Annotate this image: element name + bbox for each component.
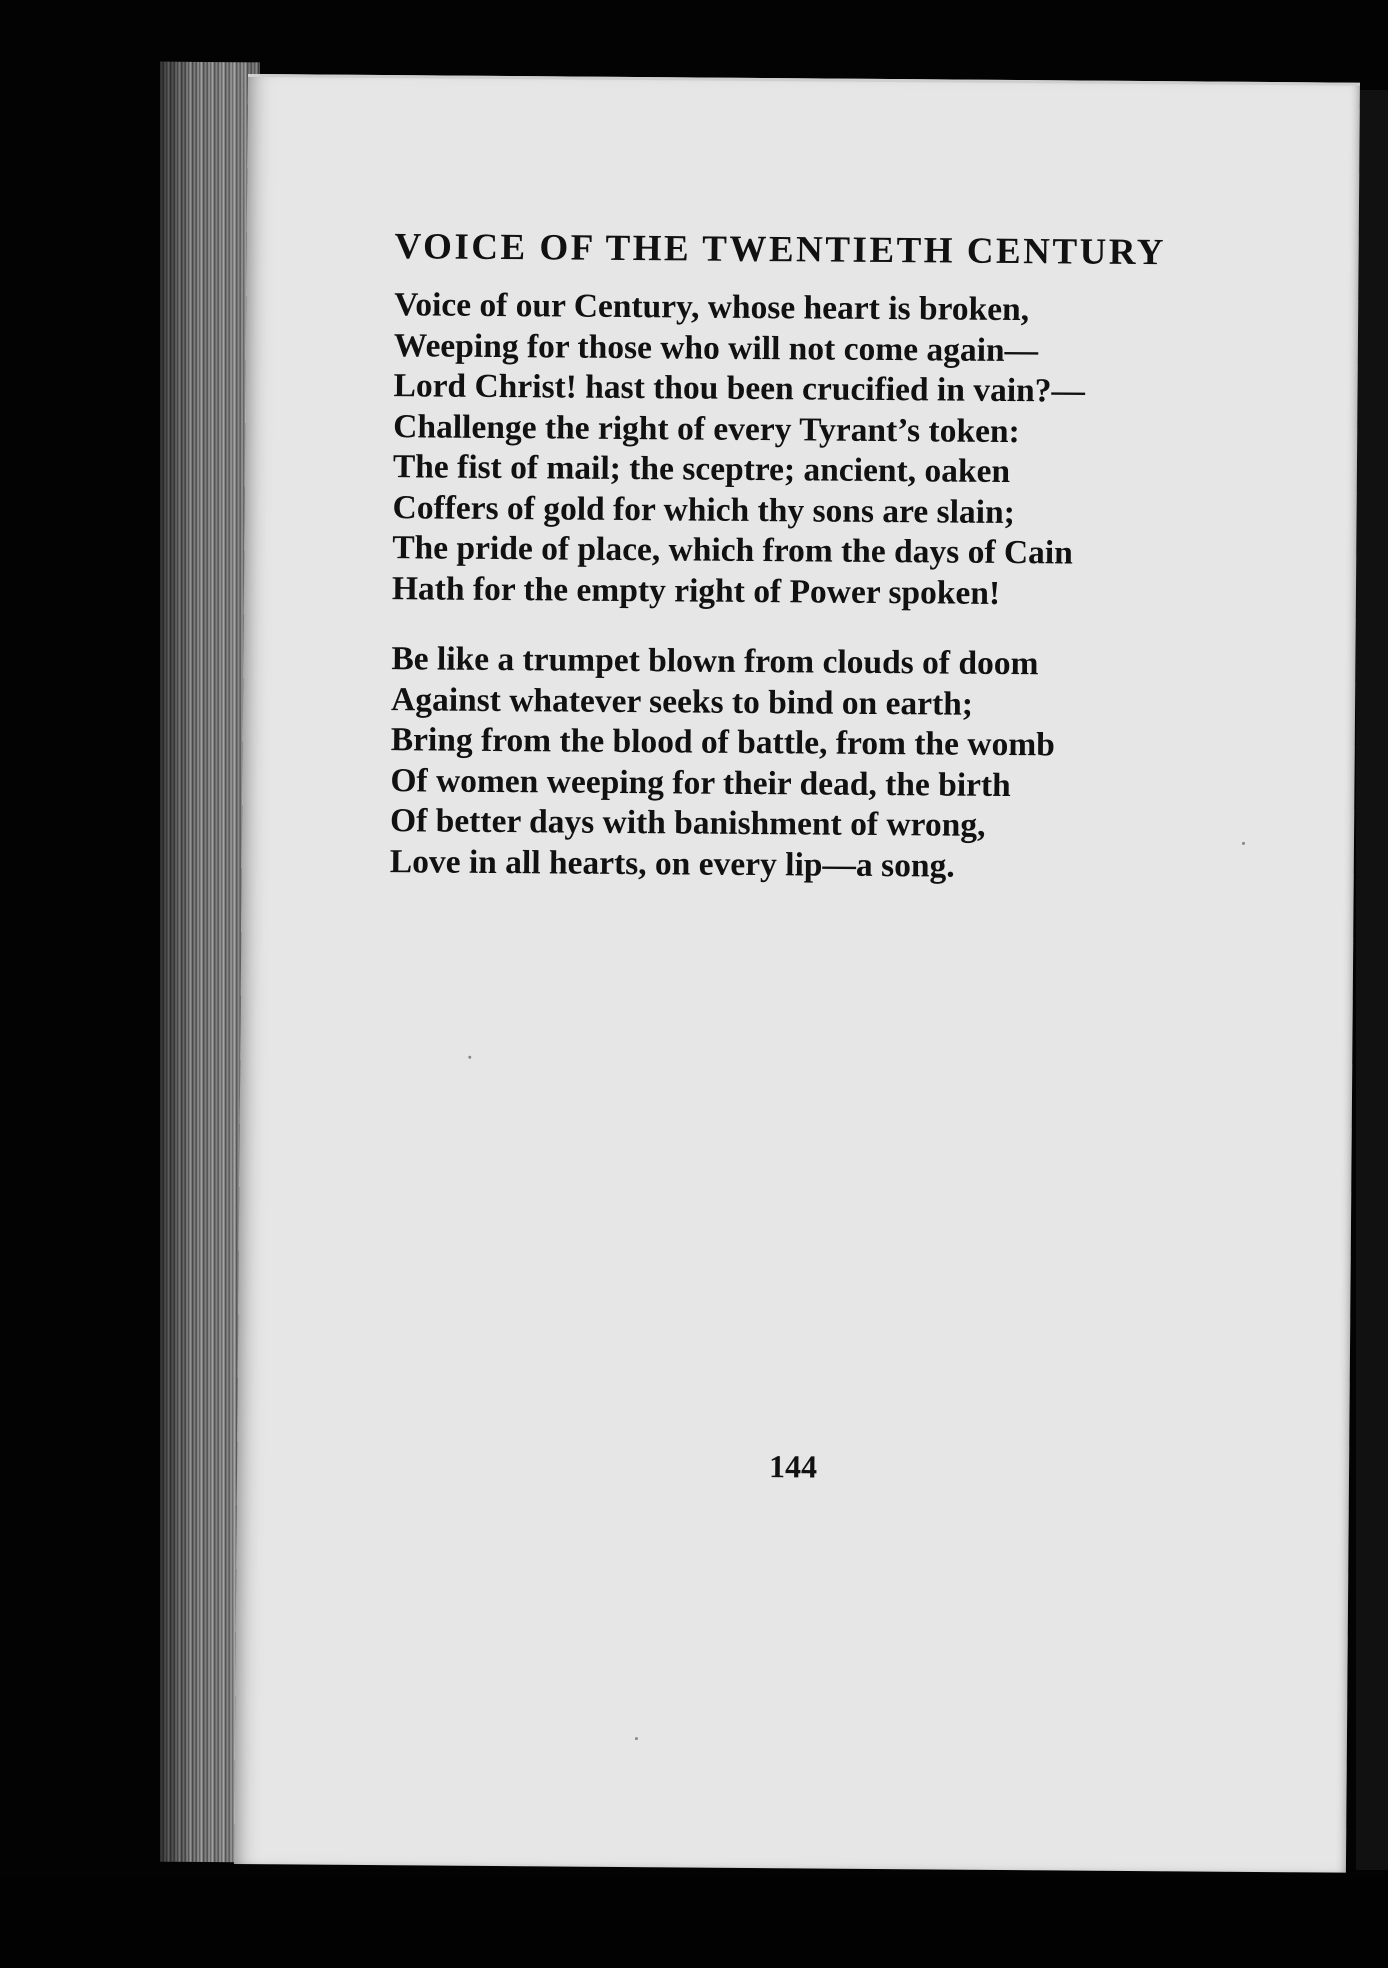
poem-line: The pride of place, which from the days of Cain	[392, 529, 1073, 572]
poem-line: Weeping for those who will not come again—	[393, 326, 1039, 369]
right-shadow	[1356, 90, 1388, 1870]
scan-bottom-border	[0, 1878, 1388, 1968]
poem-line: Against whatever seeks to bind on earth;	[390, 680, 974, 723]
poem-line: Of better days with banishment of wrong,	[389, 802, 986, 844]
poem-line: Be like a trumpet blown from clouds of doom	[391, 640, 1039, 683]
poem-line: Coffers of gold for which thy sons are slain;	[392, 488, 1015, 531]
stanza-2	[390, 639, 1056, 887]
stanza-1	[392, 285, 1086, 614]
page-top-edge	[248, 74, 1360, 86]
poem-line: The fist of mail; the sceptre; ancient, oaken	[392, 448, 1011, 490]
poem-line: Love in all hearts, on every lip—a song.	[389, 842, 955, 885]
scan-speck	[635, 1737, 638, 1740]
page-number: 144	[768, 1448, 818, 1485]
poem-line: Lord Christ! hast thou been crucified in vain?—	[393, 367, 1086, 410]
poem-line: Voice of our Century, whose heart is broken,	[394, 286, 1030, 329]
poem-line: Of women weeping for their dead, the birth	[390, 761, 1011, 804]
poem-title: VOICE OF THE TWENTIETH CENTURY	[394, 226, 1167, 274]
book-page	[234, 74, 1360, 1873]
poem-line: Bring from the blood of battle, from the womb	[390, 721, 1055, 764]
scan-speck	[468, 1056, 471, 1059]
poem-line: Hath for the empty right of Power spoken!	[391, 569, 1001, 612]
poem-line: Challenge the right of every Tyrant’s token:	[393, 407, 1020, 450]
scan-speck	[1242, 842, 1245, 845]
